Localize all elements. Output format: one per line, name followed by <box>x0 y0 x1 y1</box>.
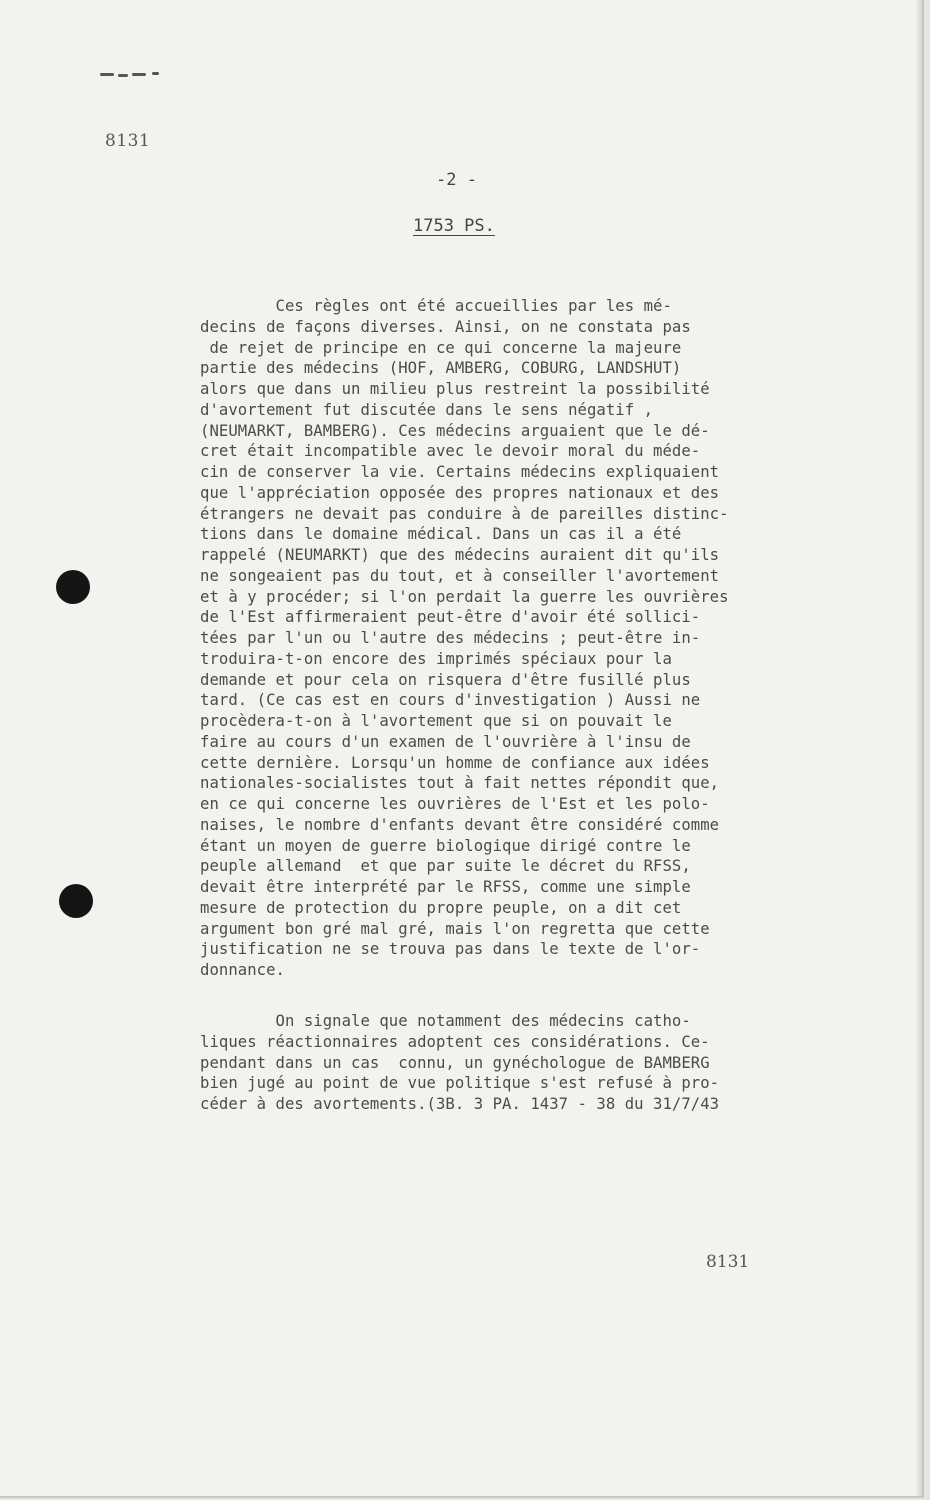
text-line: tard. (Ce cas est en cours d'investigation ) Aussi ne <box>200 691 701 710</box>
text-line: cette dernière. Lorsqu'un homme de confiance aux idées <box>200 753 710 772</box>
text-line: de l'Est affirmeraient peut-être d'avoir été sollici- <box>200 608 701 627</box>
text-line: Ces règles ont été accueillies par les mé- <box>200 297 672 315</box>
text-line: pendant dans un cas connu, un gynéchologue de BAMBERG <box>200 1053 710 1072</box>
text-line: de rejet de principe en ce qui concerne la majeure <box>200 338 682 357</box>
text-line: tées par l'un ou l'autre des médecins ; peut-être in- <box>200 629 701 647</box>
text-line: nationales-socialistes tout à fait nettes répondit que, <box>200 774 720 793</box>
text-line: céder à des avortements.(3B. 3 PA. 1437 - 38 du 31/7/43 <box>200 1095 720 1113</box>
text-line: cret était incompatible avec le devoir moral du méde- <box>200 442 701 461</box>
text-line: étrangers ne devait pas conduire à de pareilles distinc- <box>200 504 729 523</box>
document-number-bottom: 8131 <box>706 1252 750 1272</box>
document-reference: 1753 PS. <box>413 216 495 236</box>
text-line: troduira-t-on encore des imprimés spéciaux pour la <box>200 649 672 668</box>
text-line: cin de conserver la vie. Certains médecins expliquaient <box>200 463 720 481</box>
document-number-top: 8131 <box>105 131 151 151</box>
text-line: justification ne se trouva pas dans le texte de l'or- <box>200 940 701 959</box>
text-line: tions dans le domaine médical. Dans un cas il a été <box>200 525 682 544</box>
text-line: partie des médecins (HOF, AMBERG, COBURG, LANDSHUT) <box>200 359 682 378</box>
punch-hole-icon <box>59 884 93 918</box>
text-line: demande et pour cela on risquera d'être fusillé plus <box>200 670 691 689</box>
text-line: devait être interprété par le RFSS, comme une simple <box>200 878 691 896</box>
text-line: procèdera-t-on à l'avortement que si on pouvait le <box>200 712 672 730</box>
text-line: faire au cours d'un examen de l'ouvrière à l'insu de <box>200 732 691 751</box>
text-line: On signale que notamment des médecins catho- <box>200 1012 691 1030</box>
text-line: ne songeaient pas du tout, et à conseiller l'avortement <box>200 566 720 585</box>
text-line: peuple allemand et que par suite le décret du RFSS, <box>200 857 691 876</box>
text-line: liques réactionnaires adoptent ces considérations. Ce- <box>200 1032 710 1051</box>
paragraph-2 <box>200 1011 719 1115</box>
text-line: donnance. <box>200 961 285 979</box>
paragraph-1 <box>200 296 729 981</box>
page-number: -2 - <box>436 170 477 190</box>
page-edge-shadow <box>916 0 922 1496</box>
punch-hole-icon <box>56 570 90 604</box>
text-line: en ce qui concerne les ouvrières de l'Est et les polo- <box>200 795 710 813</box>
text-line: mesure de protection du propre peuple, on a dit cet <box>200 898 682 917</box>
text-line: alors que dans un milieu plus restreint la possibilité <box>200 380 710 398</box>
text-line: (NEUMARKT, BAMBERG). Ces médecins arguaient que le dé- <box>200 421 710 440</box>
text-line: d'avortement fut discutée dans le sens négatif , <box>200 400 654 419</box>
text-line: rappelé (NEUMARKT) que des médecins auraient dit qu'ils <box>200 546 720 564</box>
text-line: et à y procéder; si l'on perdait la guerre les ouvrières <box>200 587 729 606</box>
text-line: decins de façons diverses. Ainsi, on ne constata pas <box>200 317 691 336</box>
text-line: étant un moyen de guerre biologique dirigé contre le <box>200 836 691 855</box>
text-line: argument bon gré mal gré, mais l'on regretta que cette <box>200 919 710 938</box>
text-line: que l'appréciation opposée des propres nationaux et des <box>200 483 720 502</box>
text-line: bien jugé au point de vue politique s'est refusé à pro- <box>200 1074 720 1093</box>
pencil-mark-icon <box>100 72 162 78</box>
text-line: naises, le nombre d'enfants devant être considéré comme <box>200 815 720 834</box>
